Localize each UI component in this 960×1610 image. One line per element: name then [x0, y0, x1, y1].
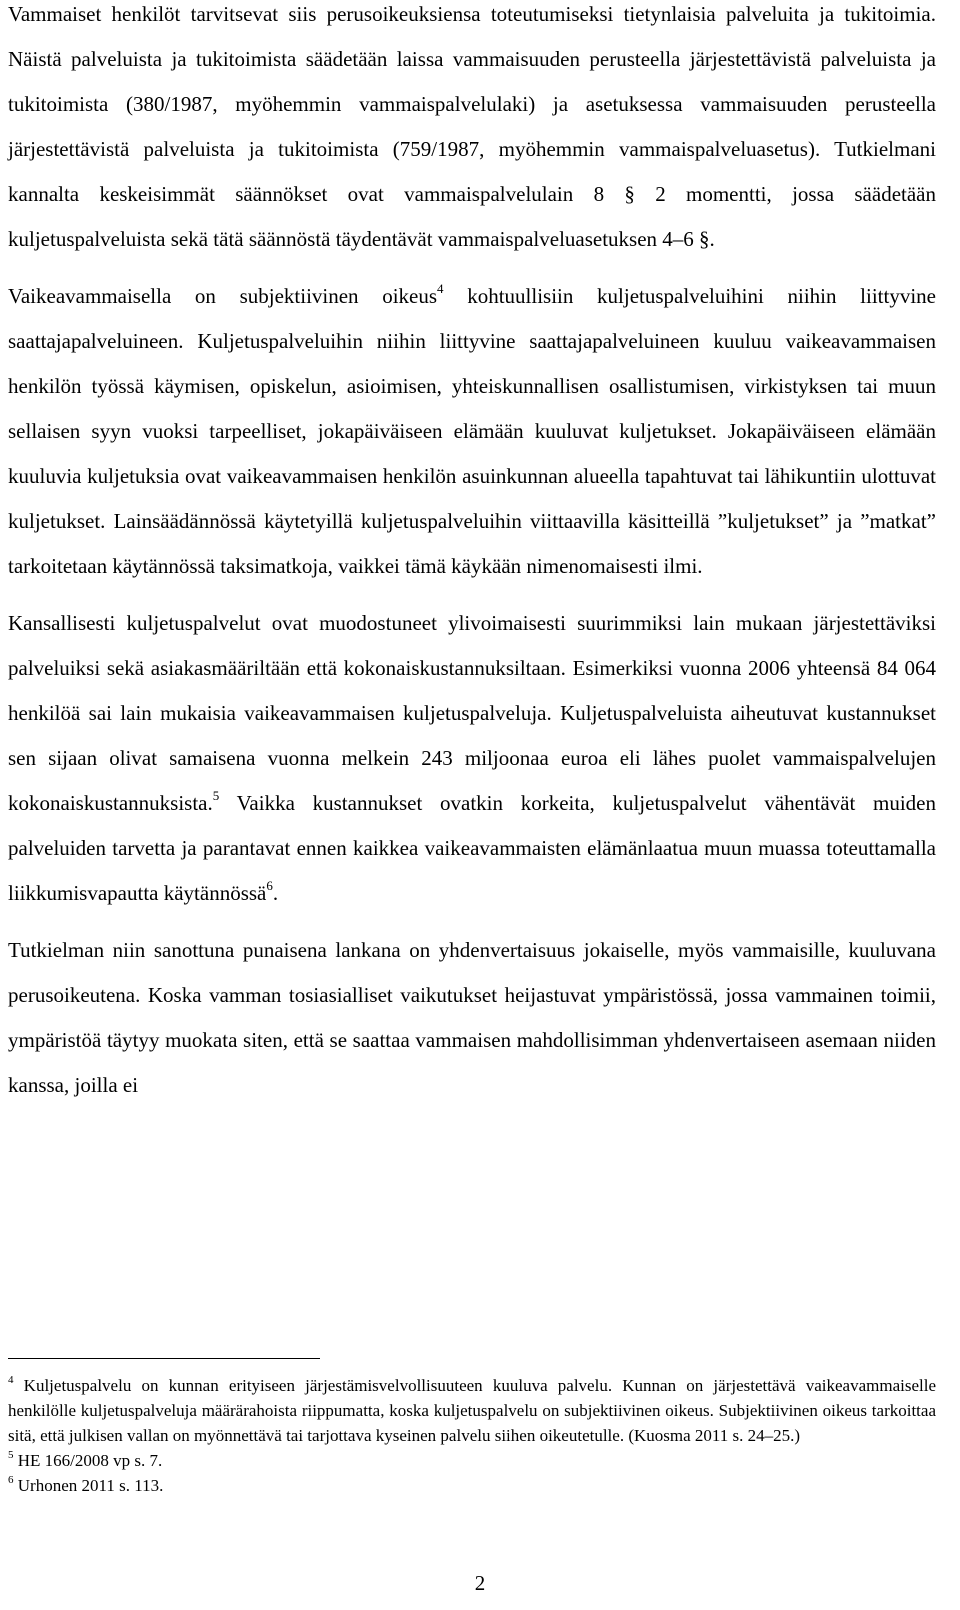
paragraph-1-text: Vammaiset henkilöt tarvitsevat siis perusoikeuksiensa toteutumiseksi tietynlaisia palveluita ja tukitoimia. Näistä palveluista ja tukitoimista säädetään laissa vammaisuuden perusteella järjestettävistä palveluista ja tukitoimista (380/1987, myöhemmin vammaispalvelulaki) ja asetuksessa vammaisuuden perusteella järjestettävistä palveluista ja tukitoimista (759/1987, myöhemmin vammaispalveluasetus). Tutkielmani kannalta keskeisimmät säännökset ovat vammaispalvelulain 8 § 2 momentti, jossa säädetään kuljetuspalveluista sekä tätä säännöstä täydentävät vammaispalveluasetuksen 4–6 §. — [8, 2, 936, 251]
footnote-divider — [8, 1358, 320, 1359]
footnote-5-text: HE 166/2008 vp s. 7. — [13, 1451, 163, 1470]
footnote-5-number: 5 — [8, 1449, 14, 1462]
paragraph-3-text-a: Kansallisesti kuljetuspalvelut ovat muodostuneet ylivoimaisesti suurimmiksi lain mukaan järjestettäviksi palveluiksi sekä asiakasmääriltään että kokonaiskustannuksiltaan. Esimerkiksi vuonna 2006 yhteensä 84 064 henkilöä sai lain mukaisia vaikeavammaisen kuljetuspalveluja. Kuljetuspalveluista aiheutuvat kustannukset sen sijaan olivat samaisena vuonna melkein 243 miljoonaa euroa eli lähes puolet vammaispalvelujen kokonaiskustannuksista. — [8, 611, 936, 815]
paragraph-2-text-a: Vaikeavammaisella on subjektiivinen oikeus — [8, 284, 438, 308]
paragraph-1 — [8, 0, 936, 262]
paragraph-2 — [8, 274, 936, 589]
footnote-6-text: Urhonen 2011 s. 113. — [13, 1476, 164, 1495]
footnote-4-text: Kuljetuspalvelu on kunnan erityiseen järjestämisvelvollisuuteen kuuluva palvelu. Kunnan on järjestettävä vaikeavammaiselle henkilölle kuljetuspalveluja määrärahoista riippumatta, koska kuljetuspalvelu on subjektiivinen oikeus. Subjektiivinen oikeus tarkoittaa sitä, että julkisen vallan on myönnettävä tai tarjottava kyseinen palvelu siihen oikeutetulle. (Kuosma 2011 s. 24–25.) — [8, 1376, 936, 1445]
footnote-4-number: 4 — [8, 1374, 14, 1387]
footnote-6 — [8, 1473, 936, 1498]
page-number: 2 — [474, 1571, 486, 1595]
paragraph-4 — [8, 928, 936, 1108]
paragraph-3-text-c: . — [272, 881, 279, 905]
footnote-ref-5[interactable]: 5 — [212, 788, 220, 803]
paragraph-4-text: Tutkielman niin sanottuna punaisena lankana on yhdenvertaisuus jokaiselle, myös vammaisille, kuuluvana perusoikeutena. Koska vamman tosiasialliset vaikutukset heijastuvat ympäristössä, jossa vammainen toimii, ympäristöä täytyy muokata siten, että se saattaa vammaisen mahdollisimman yhdenvertaiseen asemaan niiden kanssa, joilla ei — [8, 938, 936, 1097]
footnote-ref-6[interactable]: 6 — [266, 878, 273, 893]
footnote-5 — [8, 1448, 936, 1473]
document-page — [8, 0, 936, 1108]
paragraph-2-text-b: kohtuullisiin kuljetuspalveluihini niihin liittyvine saattajapalveluineen. Kuljetuspalveluihin niihin liittyvine saattajapalveluineen kuuluu vaikeavammaisen henkilön työssä käymisen, opiskelun, asioimisen, yhteiskunnallisen osallistumisen, virkistyksen tai muun sellaisen syyn vuoksi tarpeelliset, jokapäiväiseen elämään kuuluvat kuljetukset. Jokapäiväiseen elämään kuuluvia kuljetuksia ovat vaikeavammaisen henkilön asuinkunnan alueella tapahtuvat tai lähikuntiin ulottuvat kuljetukset. Lainsäädännössä käytetyillä kuljetuspalveluihin viittaavilla käsitteillä ”kuljetukset” ja ”matkat” tarkoitetaan käytännössä taksimatkoja, vaikkei tämä käykään nimenomaisesti ilmi. — [8, 284, 936, 578]
paragraph-3 — [8, 601, 936, 916]
footnotes — [8, 1373, 936, 1498]
footnote-4 — [8, 1373, 936, 1448]
paragraph-3-text-b: Vaikka kustannukset ovatkin korkeita, kuljetuspalvelut vähentävät muiden palveluiden tarvetta ja parantavat ennen kaikkea vaikeavammaisten elämänlaatua muun muassa toteuttamalla liikkumisvapautta käytännössä — [8, 791, 936, 905]
footnote-6-number: 6 — [8, 1474, 14, 1487]
footnote-ref-4[interactable]: 4 — [437, 281, 444, 296]
